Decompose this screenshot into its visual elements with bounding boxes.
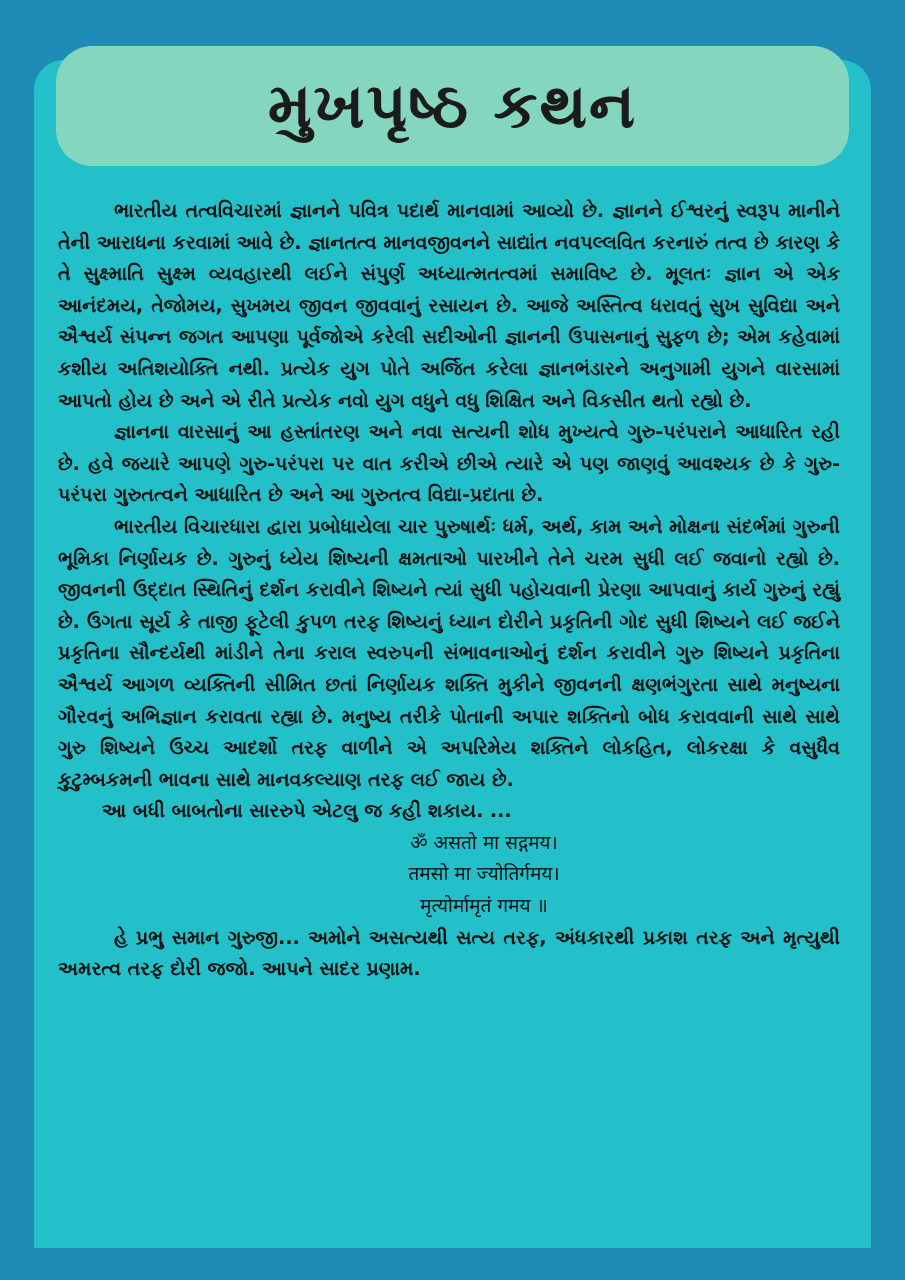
closing-paragraph: હે પ્રભુ સમાન ગુરુજી... અમોને અસત્યથી સત્ય તરફ, અંધકારથી પ્રકાશ તરફ અને મૃત્યુથી અમરત્વ તરફ દોરી જજો. આપને સાદર પ્રણામ. [58, 926, 840, 981]
title-banner [56, 46, 849, 166]
sloka-line-2: तमसो मा ज्योतिर्गमय। [408, 863, 560, 886]
sloka-line-1: ॐ असतो मा सद्गमय। [410, 831, 558, 854]
article-body [58, 196, 840, 986]
paragraph-1: ભારતીય તત્વવિચારમાં જ્ઞાનને પવિત્ર પદાર્થ માનવામાં આવ્યો છે. જ્ઞાનને ઈશ્વરનું સ્વરૂપ માનીને તેની આરાધના કરવામાં આવે છે. જ્ઞાનતત્વ માનવજીવનને સાદ્યાંત નવપલ્લવિત કરનારું તત્વ છે કારણ કે તે સુક્ષ્માતિ સુક્ષ્મ વ્યવહારથી લઈને સંપુર્ણ અધ્યાત્મતત્વમાં સમાવિષ્ટ છે. મૂલતઃ જ્ઞાન એ એક આનંદમય, તેજોમય, સુખમય જીવન જીવવાનું રસાયન છે. આજે અસ્તિત્વ ધરાવતું સુખ સુવિદ્યા અને ઐશ્વર્ય સંપન્ન જગત આપણા પૂર્વજોએ કરેલી સદીઓની જ્ઞાનની ઉપાસનાનું સુફળ છે; એમ કહેવામાં કશીય અતિશયોક્તિ નથી. પ્રત્યેક યુગ પોતે અર્જિત કરેલા જ્ઞાનભંડારને અનુગામી યુગને વારસામાં આપતો હોય છે અને એ રીતે પ્રત્યેક નવો યુગ વધુને વધુ શિક્ષિત અને વિકસીત થતો રહ્યો છે. [58, 200, 840, 412]
paragraph-3: ભારતીય વિચારધારા દ્વારા પ્રબોધાયેલા ચાર પુરુષાર્થઃ ધર્મ, અર્થ, કામ અને મોક્ષના સંદર્ભમાં ગુરુની ભૂમિકા નિર્ણાયક છે. ગુરુનું ધ્યેય શિષ્યની ક્ષમતાઓ પારખીને તેને ચરમ સુધી લઈ જવાનો રહ્યો છે. જીવનની ઉદ્દાત સ્થિતિનું દર્શન કરાવીને શિષ્યને ત્યાં સુધી પહોચવાની પ્રેરણા આપવાનું કાર્ય ગુરુનું રહ્યું છે. ઉગતા સૂર્ય કે તાજી ફૂટેલી કુપળ તરફ શિષ્યનું ધ્યાન દોરીને પ્રકૃતિની ગોદ સુધી શિષ્યને લઈ જઈને પ્રકૃતિના સૌન્દર્યથી માંડીને તેના કરાલ સ્વરુપની સંભાવનાઓનું દર્શન કરાવીને ગુરુ શિષ્યને પ્રકૃતિના ઐશ્વર્ય આગળ વ્યક્તિની સીમિત છતાં નિર્ણાયક શક્તિ મુકીને જીવનની ક્ષણભંગુરતા સાથે મનુષ્યના ગૌરવનું અભિજ્ઞાન કરાવતા રહ્યા છે. મનુષ્ય તરીકે પોતાની અપાર શક્તિનો બોધ કરાવવાની સાથે સાથે ગુરુ શિષ્યને ઉચ્ચ આદર્શો તરફ વાળીને એ અપરિમેય શક્તિને લોકહિત, લોકરક્ષા કે વસુધૈવ કુટુમ્બકમની ભાવના સાથે માનવકલ્યાણ તરફ લઈ જાય છે. [58, 515, 840, 791]
sloka-line-3: मृत्योर्मामृतं गमय ॥ [420, 895, 548, 918]
page-title: મુખપૃષ્ઠ કથન [267, 69, 638, 142]
summary-line: આ બધી બાબતોના સારરુપે એટલુ જ કહી શકાય. ... [102, 800, 512, 823]
paragraph-2: જ્ઞાનના વારસાનું આ હસ્તાંતરણ અને નવા સત્યની શોધ મુખ્યત્વે ગુરુ-પરંપરાને આધારિત રહી છે. હવે જયારે આપણે ગુરુ-પરંપરા પર વાત કરીએ છીએ ત્યારે એ પણ જાણવું આવશ્યક છે કે ગુરુ-પરંપરા ગુરુતત્વને આધારિત છે અને આ ગુરુતત્વ વિદ્યા-પ્રદાતા છે. [58, 421, 840, 507]
